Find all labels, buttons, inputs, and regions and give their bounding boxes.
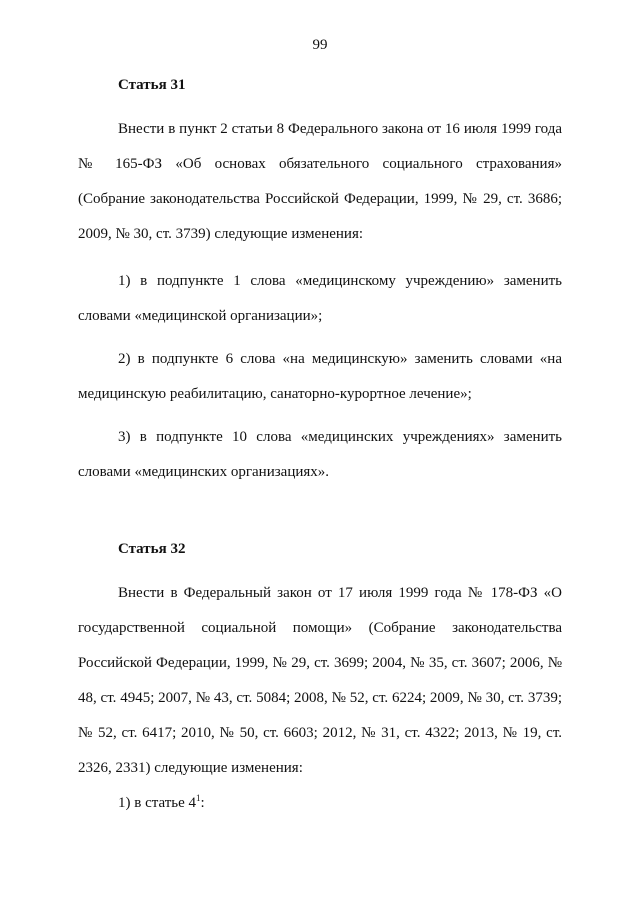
page-number: 99 (312, 37, 328, 53)
article-31-item-1: 1) в подпункте 1 слова «медицинскому учреждению» заменить словами «медицинской организации»; (78, 273, 562, 324)
article-31-heading: Статья 31 (118, 77, 186, 93)
article-32-item-1-superscript: 1 (196, 793, 201, 803)
document-body (78, 72, 562, 821)
article-32-item-1-prefix: 1) в статье 4 (118, 795, 197, 811)
article-32-heading: Статья 32 (118, 541, 186, 557)
article-31-item-2: 2) в подпункте 6 слова «на медицинскую» заменить словами «на медицинскую реабилитацию, санаторно-курортное лечение»; (78, 351, 562, 402)
article-31-item-3: 3) в подпункте 10 слова «медицинских учреждениях» заменить словами «медицинских организациях». (78, 429, 562, 480)
article-31-intro: Внести в пункт 2 статьи 8 Федерального закона от 16 июля 1999 года № 165-ФЗ «Об основах обязательного социального страхования» (Собрание законодательства Российской Федерации, 1999, № 29, ст. 3686; 2009, № 30, ст. 3739) следующие изменения: (78, 121, 562, 242)
article-31-items (78, 264, 562, 490)
article-32-item-1-suffix: : (200, 795, 205, 811)
article-32-item-1 (78, 786, 562, 821)
article-32-intro: Внести в Федеральный закон от 17 июля 1999 года № 178-ФЗ «О государственной социальной помощи» (Собрание законодательства Российской Федерации, 1999, № 29, ст. 3699; 2004, № 35, ст. 3607; 2006, № 48, ст. 4945; 2007, № 43, ст. 5084; 2008, № 52, ст. 6224; 2009, № 30, ст. 3739; № 52, ст. 6417; 2010, № 50, ст. 6603; 2012, № 31, ст. 4322; 2013, № 19, ст. 2326, 2331) следующие изменения: (78, 585, 562, 776)
